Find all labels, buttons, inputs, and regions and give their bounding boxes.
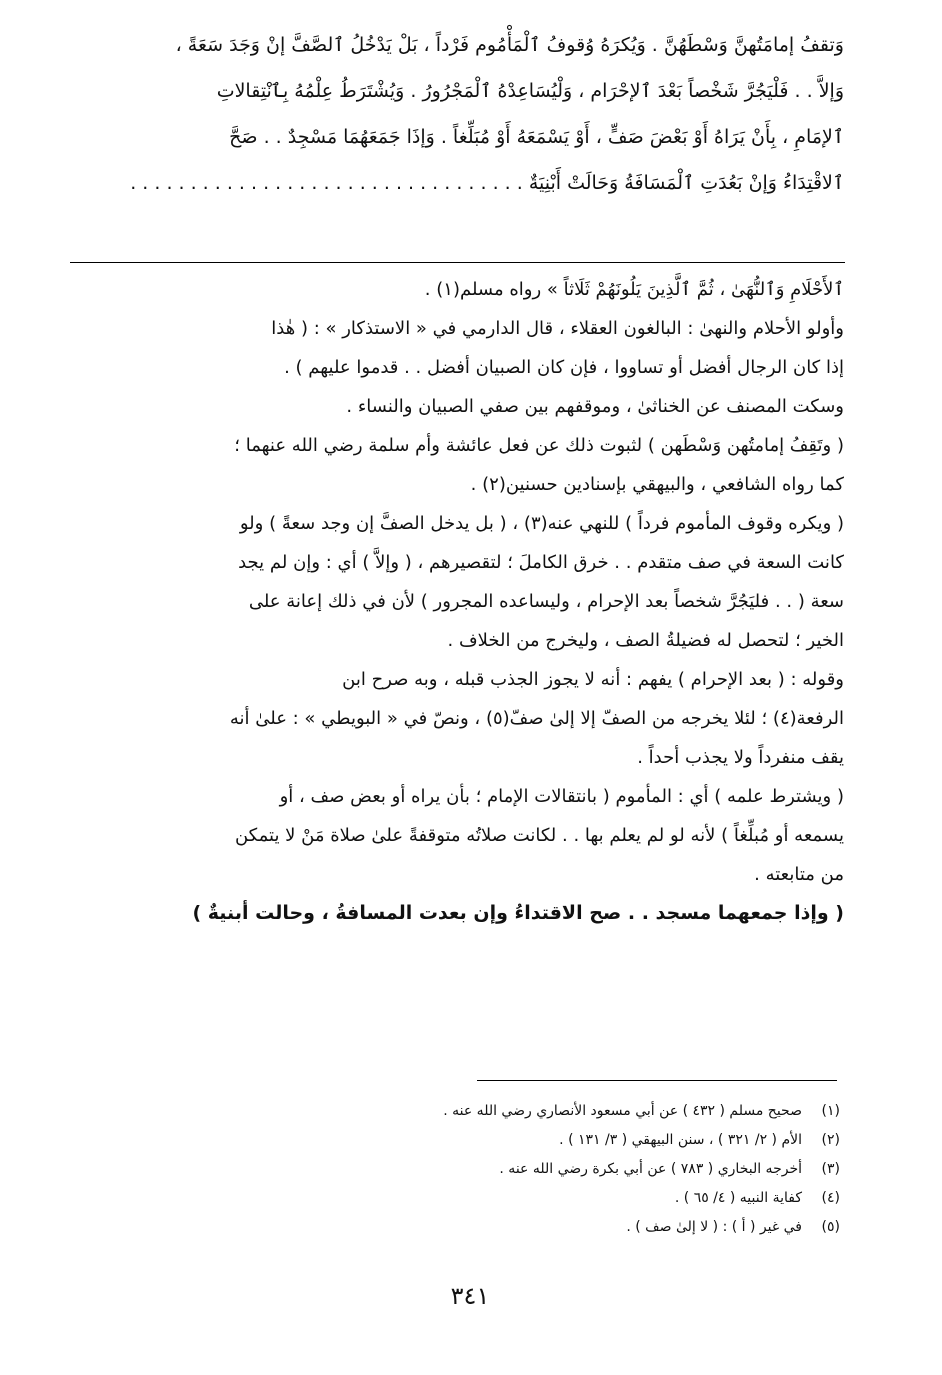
footnote-text: كفاية النبيه ( ٤/ ٦٥ ) . (674, 1190, 802, 1206)
commentary-line: الرفعة(٤) ؛ لئلا يخرجه من الصفّ إلا إلىٰ صفّ(٥) ، ونصّ في « البويطي » : علىٰ أنه (229, 708, 844, 729)
commentary-line: ( ويكره وقوف المأموم فرداً ) للنهي عنه(٣) ، ( بل يدخل الصفَّ إن وجد سعةً ) ولو (239, 513, 844, 534)
commentary-line: من متابعته . (754, 864, 844, 885)
footnote-item (320, 1155, 840, 1184)
commentary-line: ٱلأَحْلَامِ وَٱلنُّهَىٰ ، ثُمَّ ٱلَّذِينَ يَلُونَهُمْ ثَلَاثاً » رواه مسلم(١) . (424, 279, 844, 300)
page-number: ٣٤١ (450, 1282, 490, 1310)
footnote-text: صحيح مسلم ( ٤٣٢ ) عن أبي مسعود الأنصاري رضي الله عنه . (443, 1103, 802, 1119)
footnote-item (320, 1184, 840, 1213)
matn-line: ٱلإمَامِ ، بِأَنْ يَرَاهُ أَوْ بَعْضَ صَفٍّ ، أَوْ يَسْمَعَهُ أَوْ مُبَلِّغاً . وَإذَا جَمَعَهُمَا مَسْجِدٌ . . صَحَّ (229, 126, 844, 148)
footnote-number: (١) (821, 1103, 840, 1119)
matn-line: ٱلاقْتِدَاءُ وَإنْ بَعُدَتِ ٱلْمَسَافَةُ وَحَالَتْ أَبْنِيَةٌ . . . . . . . . . . . . . . . . . . . . . . . . . . . . . . . . . (130, 172, 844, 194)
footnote-item (320, 1097, 840, 1126)
commentary-line: يسمعه أو مُبلِّغاً ) لأنه لو لم يعلم بها . . لكانت صلاتُه متوقفةً علىٰ صلاة مَنْ لا يتمكن (234, 825, 844, 846)
commentary-line: وقوله : ( بعد الإحرام ) يفهم : أنه لا يجوز الجذب قبله ، وبه صرح ابن (342, 669, 844, 690)
footnote-item (320, 1126, 840, 1155)
commentary-text (66, 270, 844, 933)
commentary-line: كما رواه الشافعي ، والبيهقي بإسنادين حسنين(٢) . (470, 474, 844, 495)
matn-text (66, 22, 844, 206)
commentary-line: الخير ؛ لتحصل له فضيلةُ الصف ، وليخرج من الخلاف . (447, 630, 844, 651)
footnote-text: الأم ( ٢/ ٣٢١ ) ، سنن البيهقي ( ٣/ ١٣١ ) . (559, 1132, 802, 1148)
commentary-line: إذا كان الرجال أفضل أو تساووا ، فإن كان الصبيان أفضل . . قدموا عليهم ) . (284, 357, 844, 378)
commentary-line: وأولو الأحلام والنهىٰ : البالغون العقلاء ، قال الدارمي في « الاستذكار » : ( هٰذا (271, 318, 844, 339)
commentary-line: وسكت المصنف عن الخناثىٰ ، وموقفهم بين صفي الصبيان والنساء . (346, 396, 844, 417)
footnotes (320, 1097, 840, 1242)
section-divider (70, 262, 845, 263)
matn-line: وَإلاَّ . . فَلْيَجُرَّ شَخْصاً بَعْدَ ٱلإحْرَام ، وَلْيُسَاعِدْهُ ٱلْمَجْرُورُ . وَيُشْتَرَطُ عِلْمُهُ بِٱنْتِقالاتِ (216, 80, 844, 102)
commentary-line: كانت السعة في صف متقدم . . خرق الكاملَ ؛ لتقصيرهم ، ( وإلاَّ ) أي : وإن لم يجد (238, 552, 844, 573)
commentary-line: ( وتَقِفُ إمامتُهن وَسْطَهن ) لثبوت ذلك عن فعل عائشة وأم سلمة رضي الله عنهما ؛ (234, 435, 844, 456)
footnote-number: (٢) (821, 1132, 840, 1148)
matn-line: وَتقفُ إمامَتُهنَّ وَسْطَهُنَّ . وَيُكرَهُ وُقوفُ ٱلْمَأْمُوم فَرْداً ، بَلْ يَدْخُلُ ٱلصَّفَّ إنْ وَجَدَ سَعَةً ، (175, 34, 844, 56)
footnote-rule (477, 1080, 837, 1081)
footnote-text: أخرجه البخاري ( ٧٨٣ ) عن أبي بكرة رضي الله عنه . (499, 1161, 802, 1177)
footnote-item (320, 1213, 840, 1242)
footnote-text: في غير ( أ ) : ( لا إلىٰ صف ) . (626, 1219, 802, 1235)
footnote-number: (٣) (821, 1161, 840, 1177)
footnote-number: (٤) (821, 1190, 840, 1206)
commentary-line: ( ويشترط علمه ) أي : المأموم ( بانتقالات الإمام ؛ بأن يراه أو بعض صف ، أو (279, 786, 844, 807)
footnote-number: (٥) (821, 1219, 840, 1235)
commentary-line: يقف منفرداً ولا يجذب أحداً . (637, 747, 844, 768)
matn-quote-line: ( وإذا جمعهما مسجد . . صح الاقتداءُ وإن بعدت المسافةُ ، وحالت أبنيةٌ ) (192, 902, 844, 924)
commentary-line: سعة ( . . فليَجُرَّ شخصاً بعد الإحرام ، وليساعده المجرور ) لأن في ذلك إعانة على (248, 591, 844, 612)
